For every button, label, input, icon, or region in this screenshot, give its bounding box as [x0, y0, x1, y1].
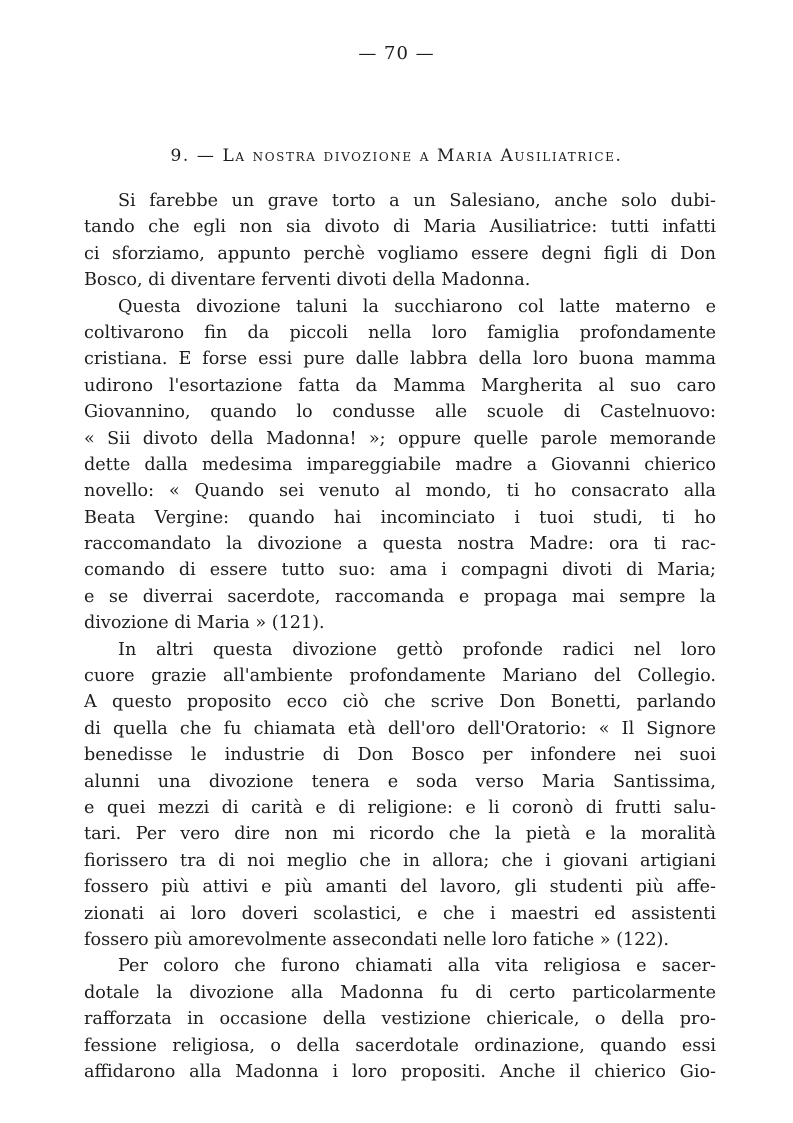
text-line: fossero più attivi e più amanti del lavoro, gli studenti più affe- [84, 877, 716, 898]
text-line: alunni una divozione tenera e soda verso Maria Santissima, [84, 771, 716, 792]
text-line: zionati ai loro doveri scolastici, e che i maestri ed assistenti [84, 903, 716, 924]
text-line: In altri questa divozione gettò profonde radici nel loro [118, 639, 716, 660]
text-line: di quella che fu chiamata età dell'oro dell'Oratorio: « Il Signore [84, 718, 716, 739]
text-line: Questa divozione taluni la succhiarono col latte materno e [118, 296, 716, 317]
text-line: novello: « Quando sei venuto al mondo, ti ho consacrato alla [84, 481, 716, 502]
body-text [84, 188, 716, 1085]
text-line: udirono l'esortazione fatta da Mamma Margherita al suo caro [84, 375, 716, 396]
text-line: Giovannino, quando lo condusse alle scuole di Castelnuovo: [84, 402, 716, 423]
text-line: tando che egli non sia divoto di Maria Ausiliatrice: tutti infatti [84, 217, 716, 238]
text-line: A questo proposito ecco ciò che scrive Don Bonetti, parlando [84, 692, 716, 713]
text-line: divozione di Maria » (121). [84, 613, 325, 634]
text-line: Per coloro che furono chiamati alla vita religiosa e sacer- [118, 956, 716, 977]
text-line: Beata Vergine: quando hai incominciato i tuoi studi, ti ho [84, 507, 716, 528]
page-number: — 70 — [358, 43, 435, 64]
section-heading: 9. — La nostra divozione a Maria Ausiliatrice. [170, 146, 623, 166]
text-line: comando di essere tutto suo: ama i compagni divoti di Maria; [84, 560, 716, 581]
text-line: cuore grazie all'ambiente profondamente Mariano del Collegio. [84, 666, 716, 687]
text-line: fossero più amorevolmente assecondati nelle loro fatiche » (122). [84, 929, 669, 950]
text-line: fiorissero tra di noi meglio che in allora; che i giovani artigiani [84, 850, 716, 871]
text-line: « Sii divoto della Madonna! »; oppure quelle parole memorande [84, 428, 716, 449]
text-line: ci sforziamo, appunto perchè vogliamo essere degni figli di Don [84, 243, 716, 264]
text-line: e quei mezzi di carità e di religione: e li coronò di frutti salu- [84, 797, 716, 818]
text-line: tari. Per vero dire non mi ricordo che la pietà e la moralità [84, 824, 716, 845]
text-line: benedisse le industrie di Don Bosco per infondere nei suoi [84, 745, 716, 766]
text-line: e se diverrai sacerdote, raccomanda e propaga mai sempre la [84, 586, 716, 607]
text-line: rafforzata in occasione della vestizione chiericale, o della pro- [84, 1009, 716, 1030]
text-line: Si farebbe un grave torto a un Salesiano, anche solo dubi- [118, 191, 716, 211]
text-line: fessione religiosa, o della sacerdotale ordinazione, quando essi [84, 1035, 716, 1056]
text-line: dotale la divozione alla Madonna fu di certo particolarmente [84, 982, 716, 1003]
text-line: raccomandato la divozione a questa nostra Madre: ora ti rac- [84, 534, 716, 555]
text-line: Bosco, di diventare ferventi divoti della Madonna. [84, 270, 531, 291]
text-line: cristiana. E forse essi pure dalle labbra della loro buona mamma [84, 349, 716, 370]
text-line: dette dalla medesima impareggiabile madre a Giovanni chierico [84, 454, 716, 475]
text-line: coltivarono fin da piccoli nella loro famiglia profondamente [84, 322, 716, 343]
text-line: affidarono alla Madonna i loro propositi. Anche il chierico Gio- [84, 1061, 716, 1082]
